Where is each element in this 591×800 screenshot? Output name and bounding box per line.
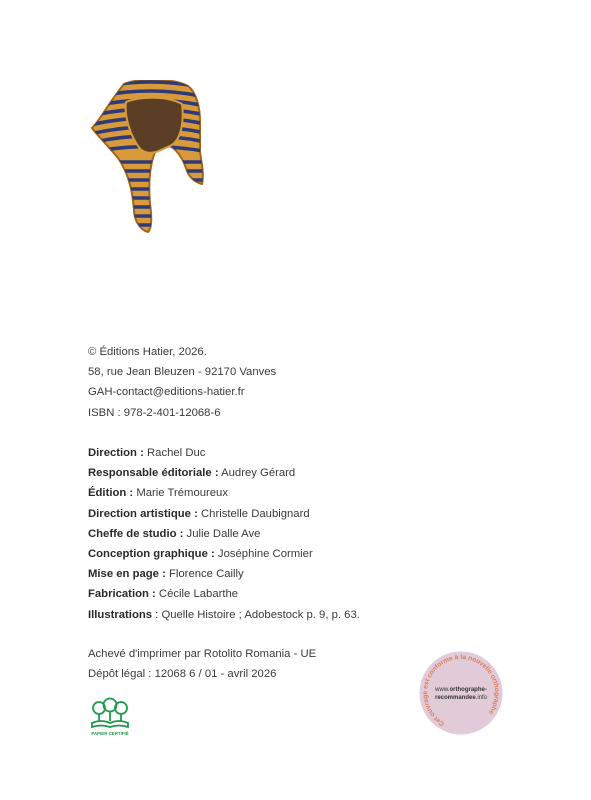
- legal-deposit-line: Dépôt légal : 12068 6 / 01 - avril 2026: [88, 668, 277, 681]
- credit-illustrations: Illustrations : Quelle Histoire ; Adobestock p. 9, p. 63.: [88, 608, 360, 621]
- printing-info: [88, 644, 316, 684]
- credit-edition: Édition : Marie Trémoureux: [88, 487, 228, 500]
- copyright-line: © Éditions Hatier, 2026.: [88, 346, 207, 358]
- email-link[interactable]: GAH-contact@editions-hatier.fr: [88, 386, 245, 399]
- certified-paper-caption: PAPIER CERTIFIÉ: [91, 731, 129, 736]
- pharaoh-headdress-illustration: [90, 80, 208, 235]
- certified-paper-logo: [88, 697, 132, 737]
- orthographe-recommandee-seal: [419, 651, 503, 735]
- seal-arc-text: Cet ouvrage est conforme à la nouvelle orthographe: [421, 653, 501, 728]
- printer-line: Achevé d'imprimer par Rotolito Romania - UE: [88, 648, 317, 660]
- credits-list: [88, 443, 360, 625]
- credit-mise-en-page: Mise en page : Florence Cailly: [88, 568, 244, 581]
- svg-text:www.orthographe-: www.orthographe-: [435, 687, 487, 693]
- address-line: 58, rue Jean Bleuzen - 92170 Vanves: [88, 366, 277, 379]
- credit-direction: Direction : Rachel Duc: [88, 447, 206, 459]
- svg-text:recommandee.info: recommandee.info: [434, 695, 488, 701]
- isbn-line: ISBN : 978-2-401-12068-6: [88, 406, 221, 419]
- credit-responsable-editoriale: Responsable éditoriale : Audrey Gérard: [88, 467, 296, 480]
- publisher-info: [88, 342, 276, 423]
- credit-cheffe-de-studio: Cheffe de studio : Julie Dalle Ave: [88, 527, 261, 540]
- credit-conception-graphique: Conception graphique : Joséphine Cormier: [88, 547, 313, 560]
- credit-fabrication: Fabrication : Cécile Labarthe: [88, 588, 239, 601]
- credit-direction-artistique: Direction artistique : Christelle Daubignard: [88, 507, 310, 520]
